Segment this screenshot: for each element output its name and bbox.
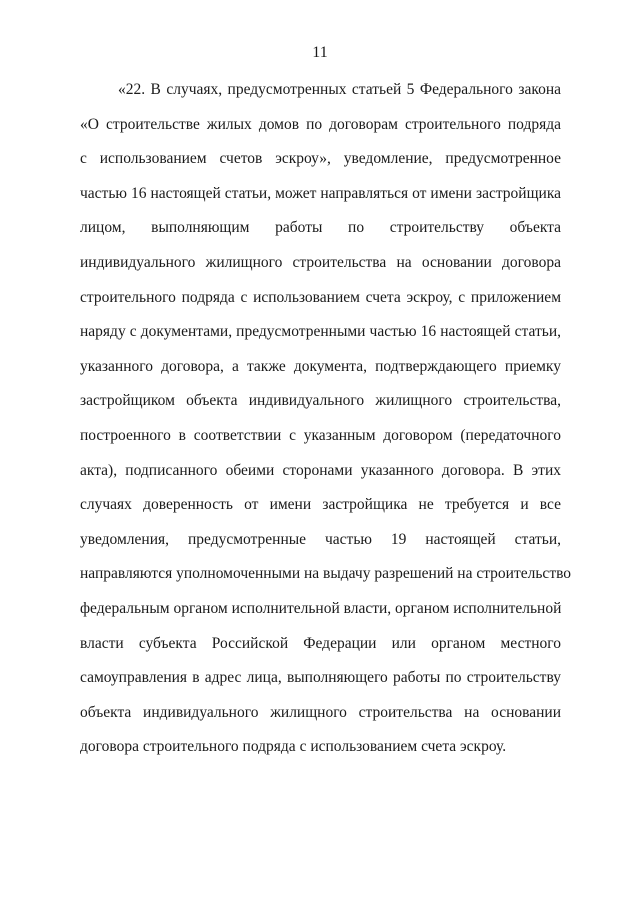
paragraph-line: частью 16 настоящей статьи, может направляться от имени застройщика <box>80 184 561 202</box>
paragraph-line: уведомления, предусмотренные частью 19 настоящей статьи, <box>80 530 561 548</box>
law-article-paragraph <box>80 73 572 765</box>
page-number: 11 <box>312 44 328 61</box>
paragraph-line: федеральным органом исполнительной власти, органом исполнительной <box>80 599 562 617</box>
paragraph-line: с использованием счетов эскроу», уведомление, предусмотренное <box>80 150 561 168</box>
paragraph-line: застройщиком объекта индивидуального жилищного строительства, <box>80 392 561 410</box>
paragraph-line: самоуправления в адрес лица, выполняющего работы по строительству <box>80 669 561 687</box>
paragraph-line: власти субъекта Российской Федерации или органом местного <box>80 634 561 652</box>
paragraph-line: наряду с документами, предусмотренными частью 16 настоящей статьи, <box>80 323 561 341</box>
paragraph-line: договора строительного подряда с использованием счета эскроу. <box>80 738 507 756</box>
paragraph-line: случаях доверенность от имени застройщика не требуется и все <box>80 496 561 514</box>
paragraph-line: лицом, выполняющим работы по строительству объекта <box>80 219 561 237</box>
paragraph-line: «22. В случаях, предусмотренных статьей 5 Федерального закона <box>118 81 561 98</box>
paragraph-line: построенного в соответствии с указанным договором (передаточного <box>80 426 561 444</box>
paragraph-line: акта), подписанного обеими сторонами указанного договора. В этих <box>80 461 561 479</box>
paragraph-line: указанного договора, а также документа, подтверждающего приемку <box>80 357 561 375</box>
paragraph-line: индивидуального жилищного строительства на основании договора <box>80 253 561 271</box>
paragraph-line: направляются уполномоченными на выдачу разрешений на строительство <box>80 565 572 583</box>
paragraph-line: «О строительстве жилых домов по договорам строительного подряда <box>80 115 561 133</box>
paragraph-line: строительного подряда с использованием счета эскроу, с приложением <box>80 288 561 306</box>
paragraph-line: объекта индивидуального жилищного строительства на основании <box>80 703 561 721</box>
